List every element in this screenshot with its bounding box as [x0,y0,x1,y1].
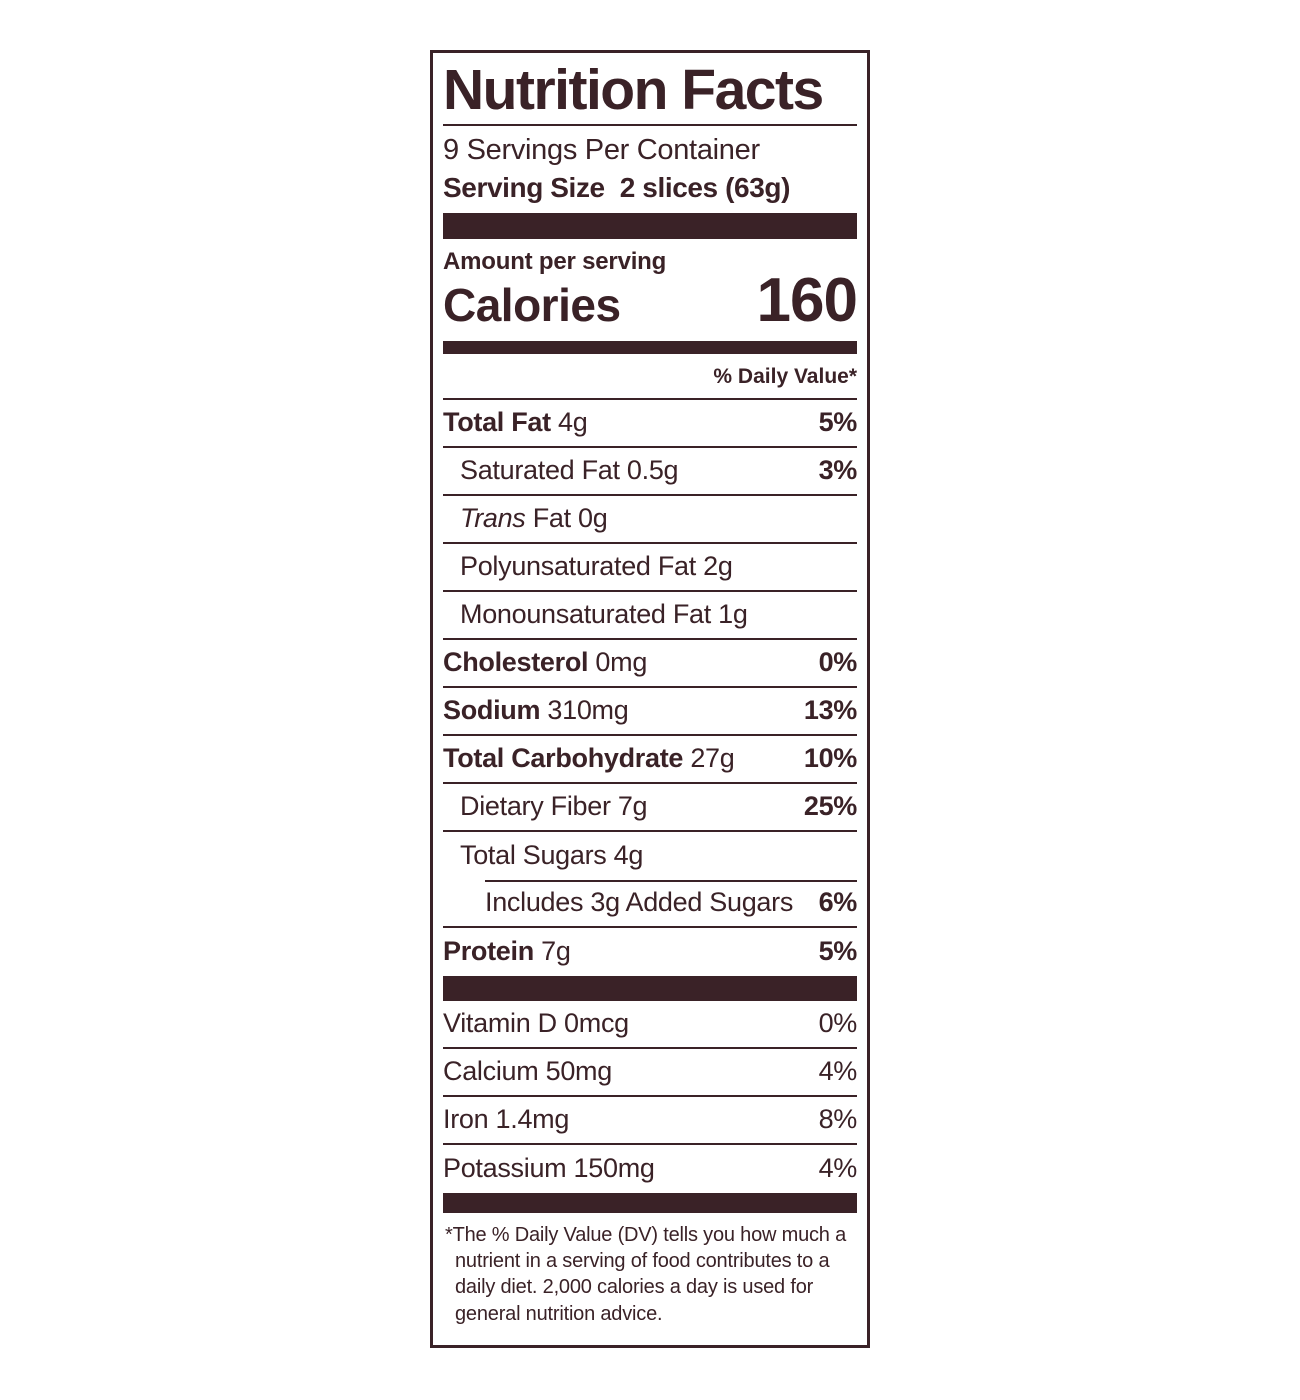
footnote-text: *The % Daily Value (DV) tells you how much a nutrient in a serving of food contributes to a daily diet. 2,000 calories a day is used for general nutrition advice. [445,1223,846,1325]
nutrient-name: Dietary Fiber 7g [460,791,648,822]
daily-value-percent: 5% [818,407,857,438]
daily-value-header: % Daily Value* [443,354,857,400]
nutrient-row-monounsaturated-fat [443,592,857,640]
daily-value-percent: 10% [803,743,857,774]
serving-size-row [443,169,857,213]
thick-bar-bottom [443,1193,857,1213]
serving-size-value: 2 slices (63g) [619,171,790,203]
serving-size-label: Serving Size [443,171,605,203]
calories-label: Calories [443,278,621,331]
vitamin-name: Potassium 150mg [443,1153,655,1184]
nutrient-name: Sodium 310mg [443,695,629,726]
nutrition-facts-label [430,50,870,1348]
thick-bar-top [443,213,857,239]
daily-value-percent: 5% [818,936,857,967]
vitamin-name: Calcium 50mg [443,1056,612,1087]
vitamin-name: Vitamin D 0mcg [443,1008,629,1039]
nutrient-name: Cholesterol 0mg [443,647,648,678]
vitamin-row-calcium [443,1049,857,1097]
nutrient-row-protein [443,928,857,976]
servings-per-container: 9 Servings Per Container [443,133,760,166]
nutrient-name: Total Sugars 4g [460,840,644,871]
nutrient-name: Protein 7g [443,936,571,967]
daily-value-percent: 3% [818,455,857,486]
calories-row [443,265,857,335]
nutrient-row-cholesterol [443,640,857,688]
nutrient-row-saturated-fat [443,448,857,496]
vitamin-row-vitamin-d [443,1001,857,1049]
nutrient-name: Polyunsaturated Fat 2g [460,551,733,582]
nutrient-row-trans-fat [443,496,857,544]
calories-value: 160 [756,265,857,335]
nutrient-row-total-sugars [443,832,857,880]
nutrient-row-dietary-fiber [443,784,857,832]
daily-value-percent: 4% [818,1153,857,1184]
nutrient-row-total-fat [443,400,857,448]
daily-value-percent: 8% [818,1104,857,1135]
nutrient-name: Total Fat 4g [443,407,588,438]
daily-value-percent: 13% [803,695,857,726]
nutrient-row-total-carbohydrate [443,736,857,784]
label-title: Nutrition Facts [443,58,823,122]
nutrient-name: Trans Fat 0g [460,503,608,534]
daily-value-percent: 0% [818,1008,857,1039]
daily-value-percent: 6% [818,887,857,918]
daily-value-percent: 25% [803,791,857,822]
daily-value-percent: 0% [818,647,857,678]
thick-bar-middle [443,976,857,1001]
daily-value-percent: 4% [818,1056,857,1087]
vitamin-row-potassium [443,1145,857,1193]
nutrient-name: Total Carbohydrate 27g [443,743,735,774]
amount-per-serving-label: Amount per serving [443,247,667,275]
vitamin-name: Iron 1.4mg [443,1104,570,1135]
nutrient-row-added-sugars [443,880,857,928]
nutrient-name: Includes 3g Added Sugars [485,887,794,918]
nutrient-row-sodium [443,688,857,736]
nutrient-name: Monounsaturated Fat 1g [460,599,748,630]
vitamin-row-iron [443,1097,857,1145]
medium-bar-calories [443,341,857,354]
nutrient-name: Saturated Fat 0.5g [460,455,679,486]
nutrient-row-polyunsaturated-fat [443,544,857,592]
